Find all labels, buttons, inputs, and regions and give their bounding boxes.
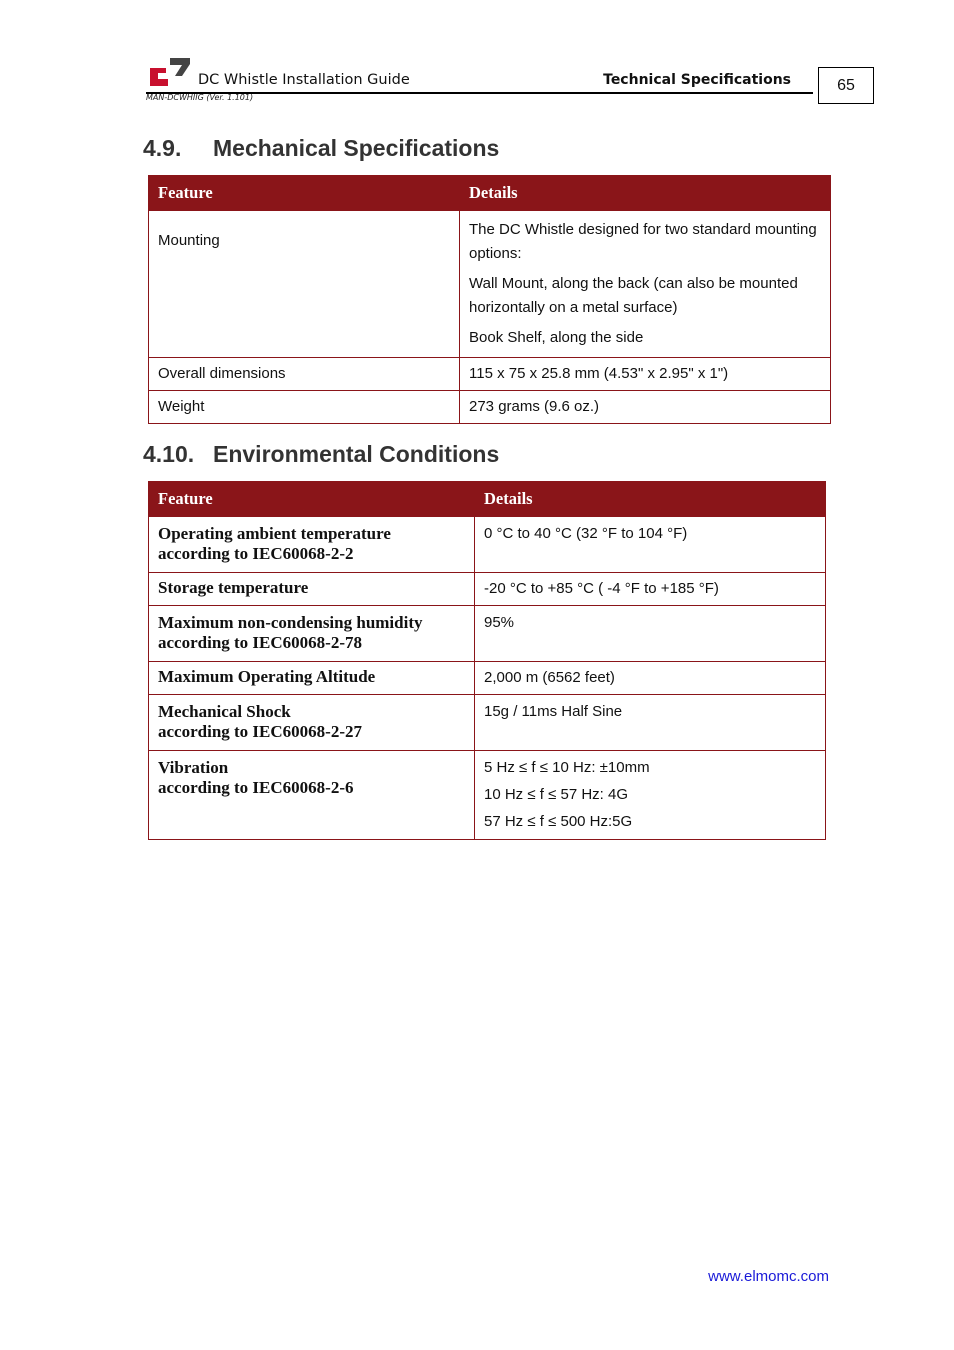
details-cell: 2,000 m (6562 feet) — [475, 662, 826, 695]
details-cell: -20 °C to +85 °C ( -4 °F to +185 °F) — [475, 573, 826, 606]
column-header-details: Details — [460, 176, 831, 211]
header-section-title: Technical Specifications — [603, 72, 791, 88]
feature-cell: Maximum Operating Altitude — [149, 662, 475, 695]
table-row — [149, 358, 831, 391]
feature-cell: Weight — [149, 391, 460, 424]
section-heading-mechanical — [143, 135, 499, 162]
document-version: MAN-DCWHIIG (Ver. 1.101) — [146, 93, 254, 102]
section-number: 4.10. — [143, 441, 195, 467]
details-cell — [475, 751, 826, 840]
column-header-feature: Feature — [149, 482, 475, 517]
details-line: 10 Hz ≤ f ≤ 57 Hz: 4G — [484, 786, 629, 803]
feature-cell: Mounting — [149, 211, 460, 358]
feature-cell: Mechanical Shock according to IEC60068-2-27 — [149, 695, 475, 751]
details-line: 5 Hz ≤ f ≤ 10 Hz: ±10mm — [484, 759, 650, 776]
details-cell: 95% — [475, 606, 826, 662]
feature-cell: Vibration according to IEC60068-2-6 — [149, 751, 475, 840]
section-title: Environmental Conditions — [213, 441, 500, 467]
table-row — [149, 211, 831, 358]
details-cell: 0 °C to 40 °C (32 °F to 104 °F) — [475, 517, 826, 573]
mechanical-spec-table — [148, 175, 831, 424]
table-row — [149, 751, 826, 840]
table-header-row — [149, 482, 826, 517]
details-cell: 115 x 75 x 25.8 mm (4.53" x 2.95" x 1") — [460, 358, 831, 391]
section-title: Mechanical Specifications — [213, 135, 500, 161]
section-number: 4.9. — [143, 135, 182, 161]
section-heading-environmental — [143, 441, 499, 468]
table-row — [149, 662, 826, 695]
document-title: DC Whistle Installation Guide — [198, 72, 410, 88]
details-line: Book Shelf, along the side — [469, 329, 644, 346]
feature-cell: Operating ambient temperature according to IEC60068-2-2 — [149, 517, 475, 573]
details-cell — [460, 211, 831, 358]
details-line: Wall Mount, along the back (can also be mounted horizontally on a metal surface) — [469, 275, 798, 316]
feature-cell: Maximum non-condensing humidity according to IEC60068-2-78 — [149, 606, 475, 662]
table-row — [149, 517, 826, 573]
table-row — [149, 573, 826, 606]
column-header-details: Details — [475, 482, 826, 517]
table-row — [149, 391, 831, 424]
table-row — [149, 606, 826, 662]
page-number: 65 — [818, 67, 874, 104]
column-header-feature: Feature — [149, 176, 460, 211]
feature-cell: Overall dimensions — [149, 358, 460, 391]
feature-cell: Storage temperature — [149, 573, 475, 606]
details-line: The DC Whistle designed for two standard mounting options: — [469, 221, 817, 262]
environmental-conditions-table — [148, 481, 826, 840]
elmo-logo-icon — [148, 58, 190, 88]
details-line: 57 Hz ≤ f ≤ 500 Hz:5G — [484, 813, 633, 830]
details-cell: 273 grams (9.6 oz.) — [460, 391, 831, 424]
table-row — [149, 695, 826, 751]
table-header-row — [149, 176, 831, 211]
details-cell: 15g / 11ms Half Sine — [475, 695, 826, 751]
footer-website-link[interactable]: www.elmomc.com — [708, 1268, 829, 1285]
